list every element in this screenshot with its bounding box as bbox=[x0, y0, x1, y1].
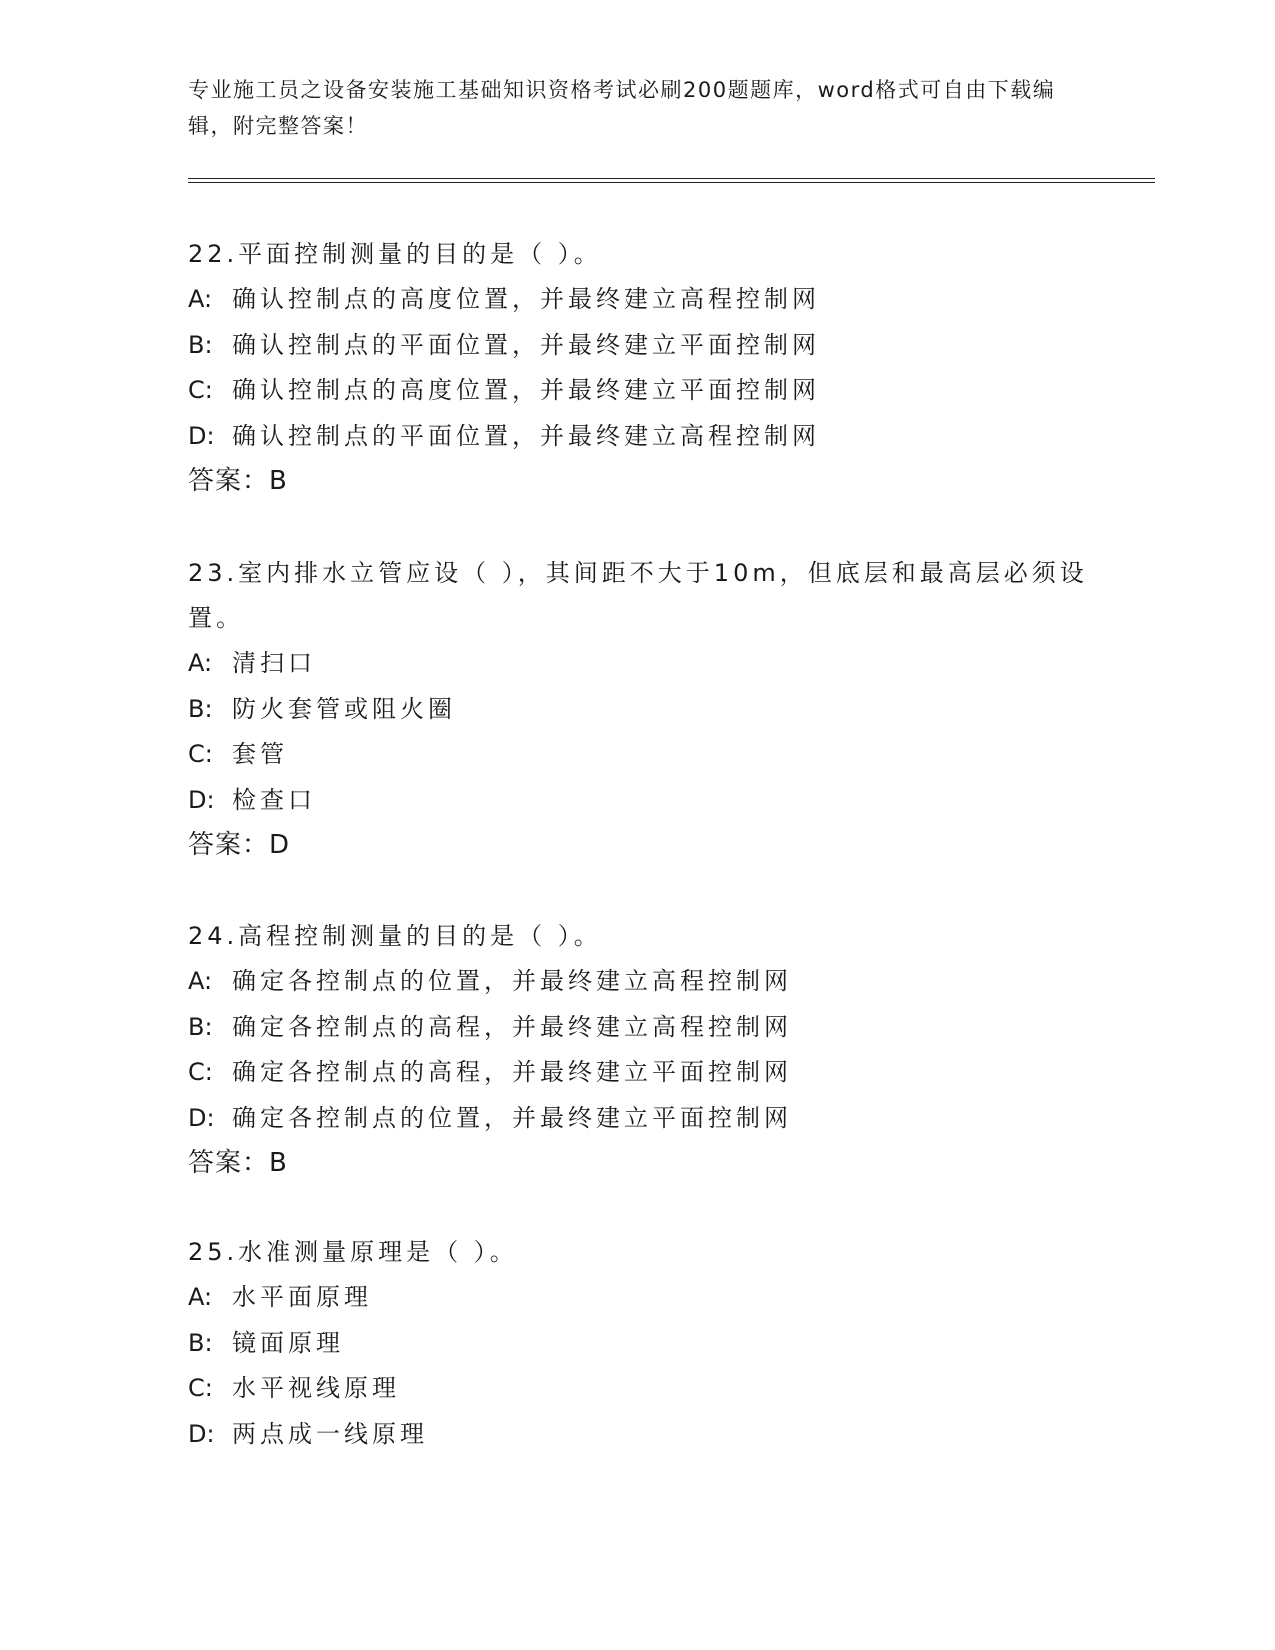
option-b bbox=[188, 1005, 1088, 1051]
option-key: D: bbox=[188, 1419, 215, 1448]
option-text: 确认控制点的高度位置，并最终建立高程控制网 bbox=[232, 285, 820, 313]
question-text: 23.室内排水立管应设（ ），其间距不大于10m，但底层和最高层必须设置。 bbox=[188, 559, 1088, 632]
question-24 bbox=[188, 914, 1088, 1186]
option-text: 确认控制点的平面位置，并最终建立平面控制网 bbox=[232, 330, 820, 359]
question-25 bbox=[188, 1230, 1088, 1457]
question-23 bbox=[188, 551, 1088, 868]
question-22 bbox=[188, 232, 1088, 504]
header-divider-bottom bbox=[188, 182, 1155, 183]
option-text: 两点成一线原理 bbox=[232, 1419, 428, 1448]
option-key: A: bbox=[188, 285, 213, 313]
option-key: B: bbox=[188, 1328, 213, 1357]
option-a bbox=[188, 959, 1088, 1005]
option-text: 确定各控制点的位置，并最终建立平面控制网 bbox=[232, 1103, 792, 1132]
answer-label: 答案： bbox=[188, 1148, 270, 1178]
option-c bbox=[188, 1050, 1088, 1096]
answer-value: B bbox=[269, 1148, 287, 1178]
option-key: C: bbox=[188, 1374, 213, 1402]
option-key: C: bbox=[188, 1058, 213, 1086]
option-text: 检查口 bbox=[232, 785, 316, 814]
option-d bbox=[188, 414, 1088, 460]
option-c bbox=[188, 1366, 1088, 1412]
option-key: C: bbox=[188, 376, 213, 404]
option-key: A: bbox=[188, 967, 213, 995]
option-key: A: bbox=[188, 649, 213, 677]
question-text: 24.高程控制测量的目的是（ ）。 bbox=[188, 922, 602, 950]
answer-label: 答案： bbox=[188, 466, 270, 496]
option-text: 清扫口 bbox=[232, 649, 316, 677]
option-c bbox=[188, 732, 1088, 778]
answer bbox=[188, 459, 1088, 504]
option-c bbox=[188, 368, 1088, 414]
option-key: A: bbox=[188, 1283, 213, 1311]
option-text: 确定各控制点的位置，并最终建立高程控制网 bbox=[232, 967, 792, 995]
option-text: 确认控制点的平面位置，并最终建立高程控制网 bbox=[232, 421, 820, 450]
option-b bbox=[188, 1321, 1088, 1367]
option-key: D: bbox=[188, 1103, 215, 1132]
answer-value: B bbox=[269, 466, 287, 496]
option-text: 水平视线原理 bbox=[232, 1374, 400, 1402]
option-key: D: bbox=[188, 421, 215, 450]
option-text: 确认控制点的高度位置，并最终建立平面控制网 bbox=[232, 376, 820, 404]
option-d bbox=[188, 1096, 1088, 1142]
option-key: B: bbox=[188, 1012, 213, 1041]
question-text: 22.平面控制测量的目的是（ ）。 bbox=[188, 240, 602, 268]
question-text: 25.水准测量原理是（ ）。 bbox=[188, 1238, 518, 1266]
option-a bbox=[188, 277, 1088, 323]
option-text: 水平面原理 bbox=[232, 1283, 372, 1311]
option-text: 防火套管或阻火圈 bbox=[232, 694, 456, 723]
option-d bbox=[188, 1412, 1088, 1458]
option-key: D: bbox=[188, 785, 215, 814]
option-key: B: bbox=[188, 330, 213, 359]
option-key: C: bbox=[188, 740, 213, 768]
answer-value: D bbox=[269, 830, 290, 860]
option-b bbox=[188, 323, 1088, 369]
answer-label: 答案： bbox=[188, 830, 270, 860]
answer bbox=[188, 1141, 1088, 1186]
option-d bbox=[188, 778, 1088, 824]
option-text: 确定各控制点的高程，并最终建立高程控制网 bbox=[232, 1012, 792, 1041]
option-text: 套管 bbox=[232, 740, 288, 768]
option-a bbox=[188, 1275, 1088, 1321]
option-a bbox=[188, 641, 1088, 687]
document-header: 专业施工员之设备安装施工基础知识资格考试必刷200题题库，word格式可自由下载编辑，附完整答案！ bbox=[188, 78, 1056, 138]
option-text: 确定各控制点的高程，并最终建立平面控制网 bbox=[232, 1058, 792, 1086]
header-divider-top bbox=[188, 178, 1155, 179]
option-text: 镜面原理 bbox=[232, 1328, 344, 1357]
option-b bbox=[188, 687, 1088, 733]
answer bbox=[188, 823, 1088, 868]
option-key: B: bbox=[188, 694, 213, 723]
